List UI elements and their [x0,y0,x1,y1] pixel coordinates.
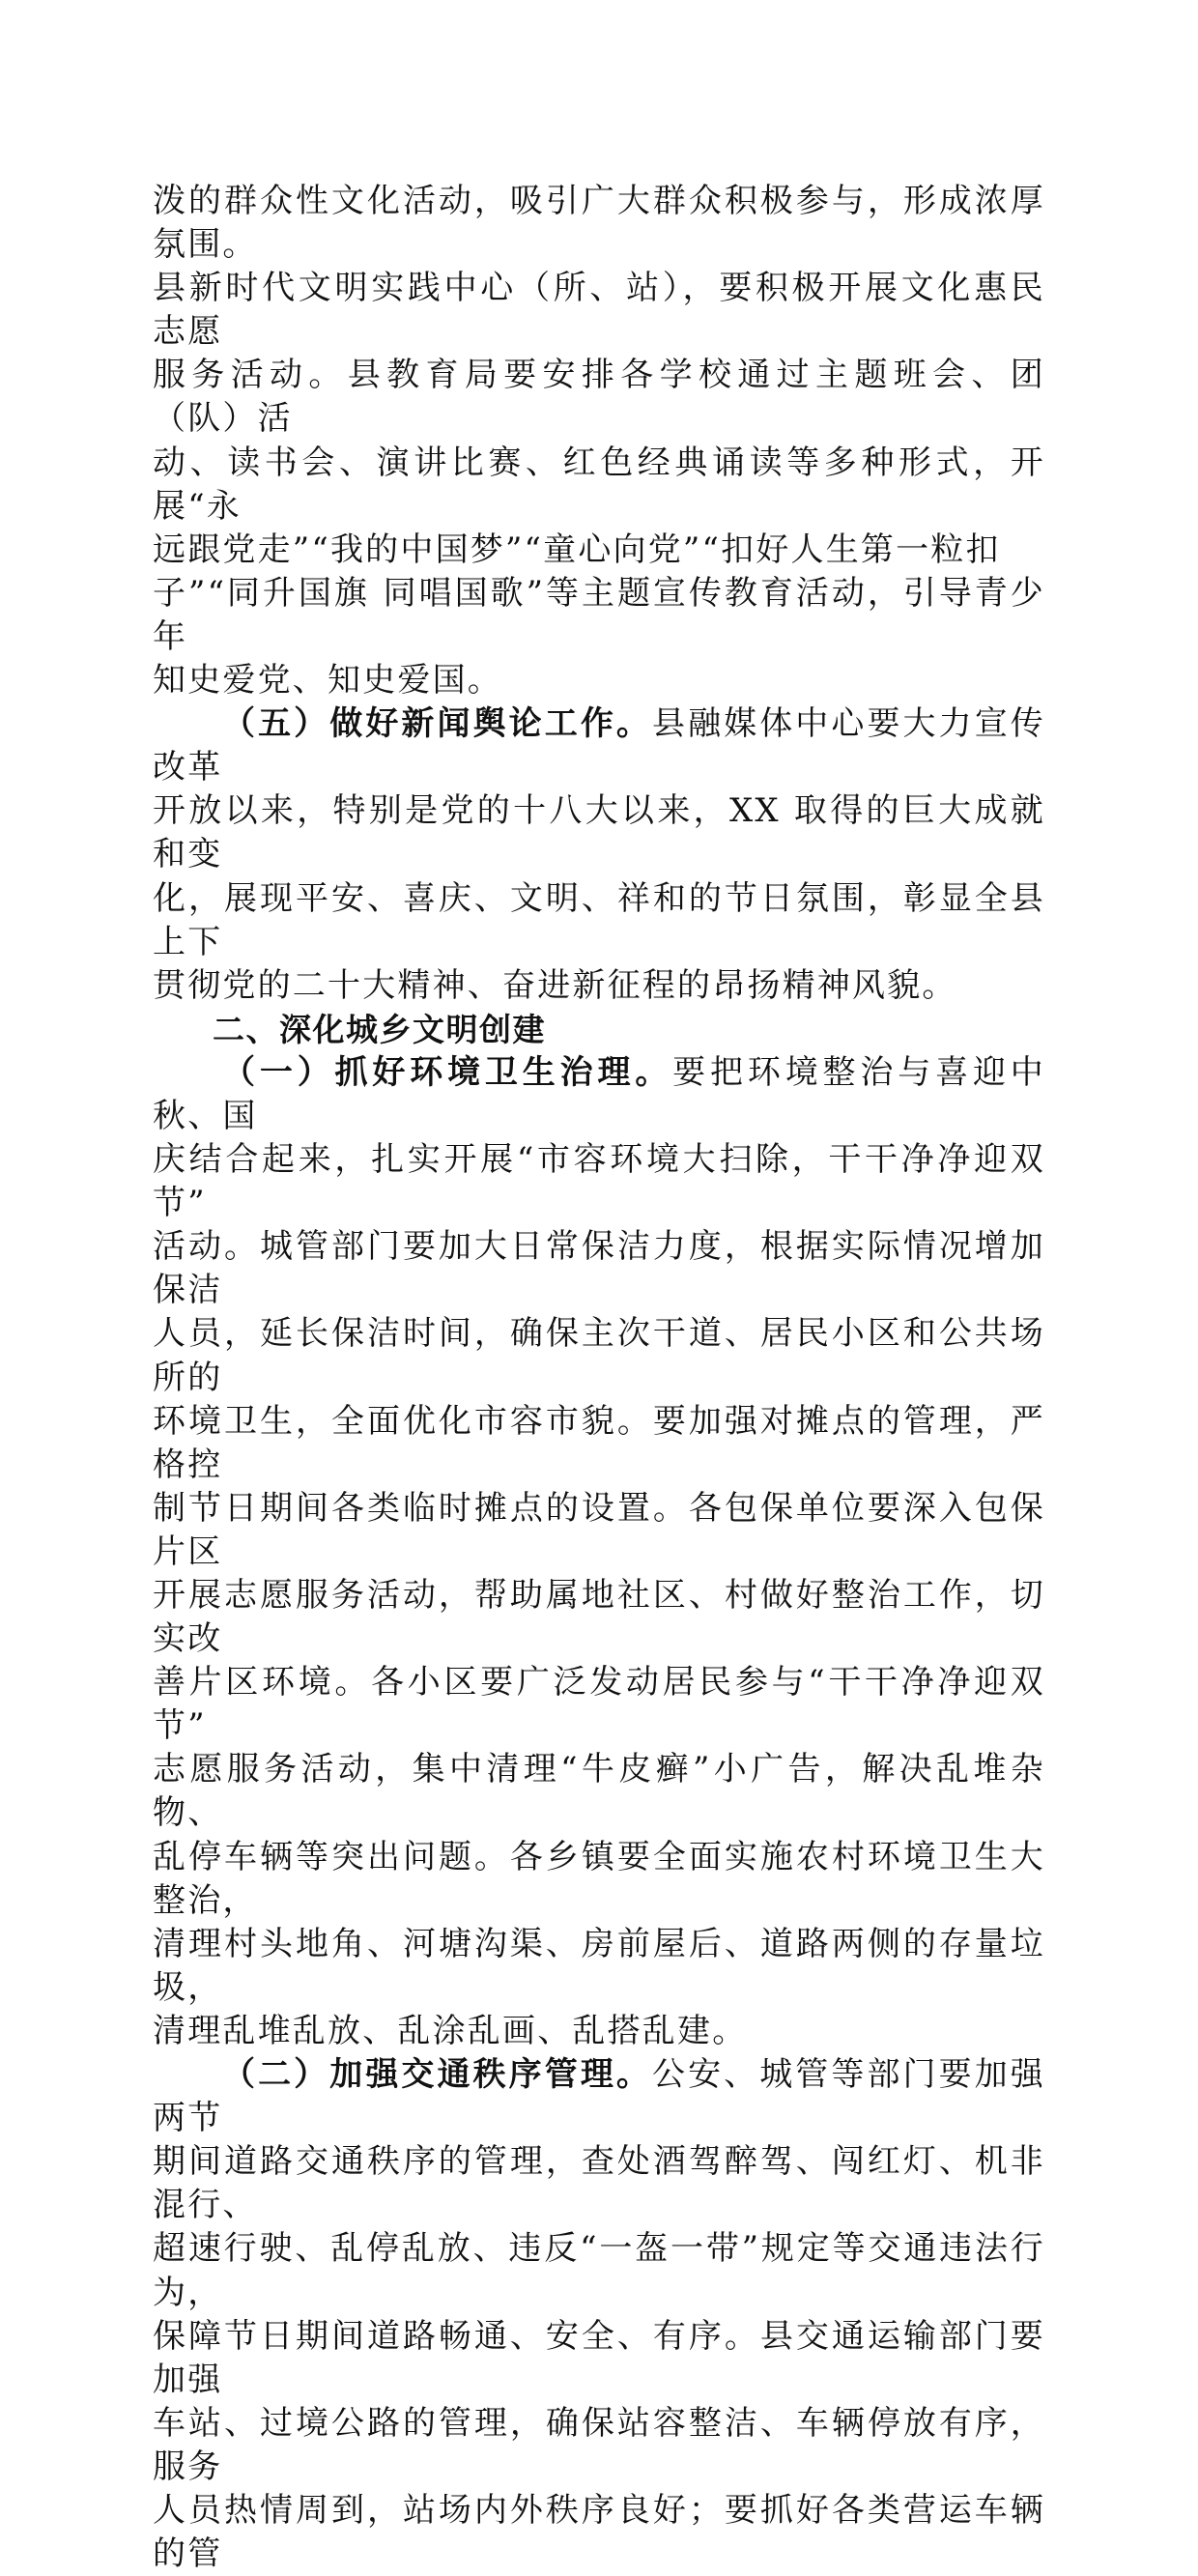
paragraph-news-opinion [153,702,1045,1008]
section-heading: 二、深化城乡文明创建 [213,1010,546,1048]
paragraph-body-news-opinion: 县融媒体中心要大力宣传改革 开放以来，特别是党的十八大以来，XX 取得的巨大成就和变 化，展现平安、喜庆、文明、祥和的节日氛围，彰显全县上下 贯彻党的二十大精神、奋进新征程的昂扬精神风貌。 [153,704,1045,1005]
paragraph-lead-traffic: （二）加强交通秩序管理。 [222,2055,652,2095]
paragraph-environment [153,1051,1045,2053]
document-page [153,180,1045,2576]
paragraph-lead-news-opinion: （五）做好新闻舆论工作。 [222,704,652,744]
paragraph-body-traffic: 公安、城管等部门要加强两节 期间道路交通秩序的管理，查处酒驾醉驾、闯红灯、机非混行、 超速行驶、乱停乱放、违反“一盔一带”规定等交通违法行为， 保障节日期间道路畅通、安全、有序。县交通运输部门要加强 车站、过境公路的管理，确保站容整洁、车辆停放有序，服务 人员热情周到，站场内外秩序良好；要抓好各类营运车辆的管 [153,2055,1045,2574]
paragraph-cultural-activities: 泼的群众性文化活动，吸引广大群众积极参与，形成浓厚氛围。 县新时代文明实践中心（所、站），要积极开展文化惠民志愿 服务活动。县教育局要安排各学校通过主题班会、团（队）活 动、读书会、演讲比赛、红色经典诵读等多种形式，开展“永 远跟党走”“我的中国梦”“童心向党”“扣好人生第一粒扣 子”“同升国旗 同唱国歌”等主题宣传教育活动，引导青少年 知史爱党、知史爱国。 [153,182,1045,701]
paragraph-lead-environment: （一）抓好环境卫生治理。 [222,1052,673,1092]
paragraph-traffic [153,2053,1045,2576]
paragraph-body-environment: 要把环境整治与喜迎中秋、国 庆结合起来，扎实开展“市容环境大扫除，干干净净迎双节” 活动。城管部门要加大日常保洁力度，根据实际情况增加保洁 人员，延长保洁时间，确保主次干道、居民小区和公共场所的 环境卫生，全面优化市容市貌。要加强对摊点的管理，严格控 制节日期间各类临时摊点的设置。各包保单位要深入包保片区 开展志愿服务活动，帮助属地社区、村做好整治工作，切实改 善片区环境。各小区要广泛发动居民参与“干干净净迎双节” 志愿服务活动，集中清理“牛皮癣”小广告，解决乱堆杂物、 乱停车辆等突出问题。各乡镇要全面实施农村环境卫生大整治， 清理村头地角、河塘沟渠、房前屋后、道路两侧的存量垃圾， 清理乱堆乱放、乱涂乱画、乱搭乱建。 [153,1052,1045,2050]
